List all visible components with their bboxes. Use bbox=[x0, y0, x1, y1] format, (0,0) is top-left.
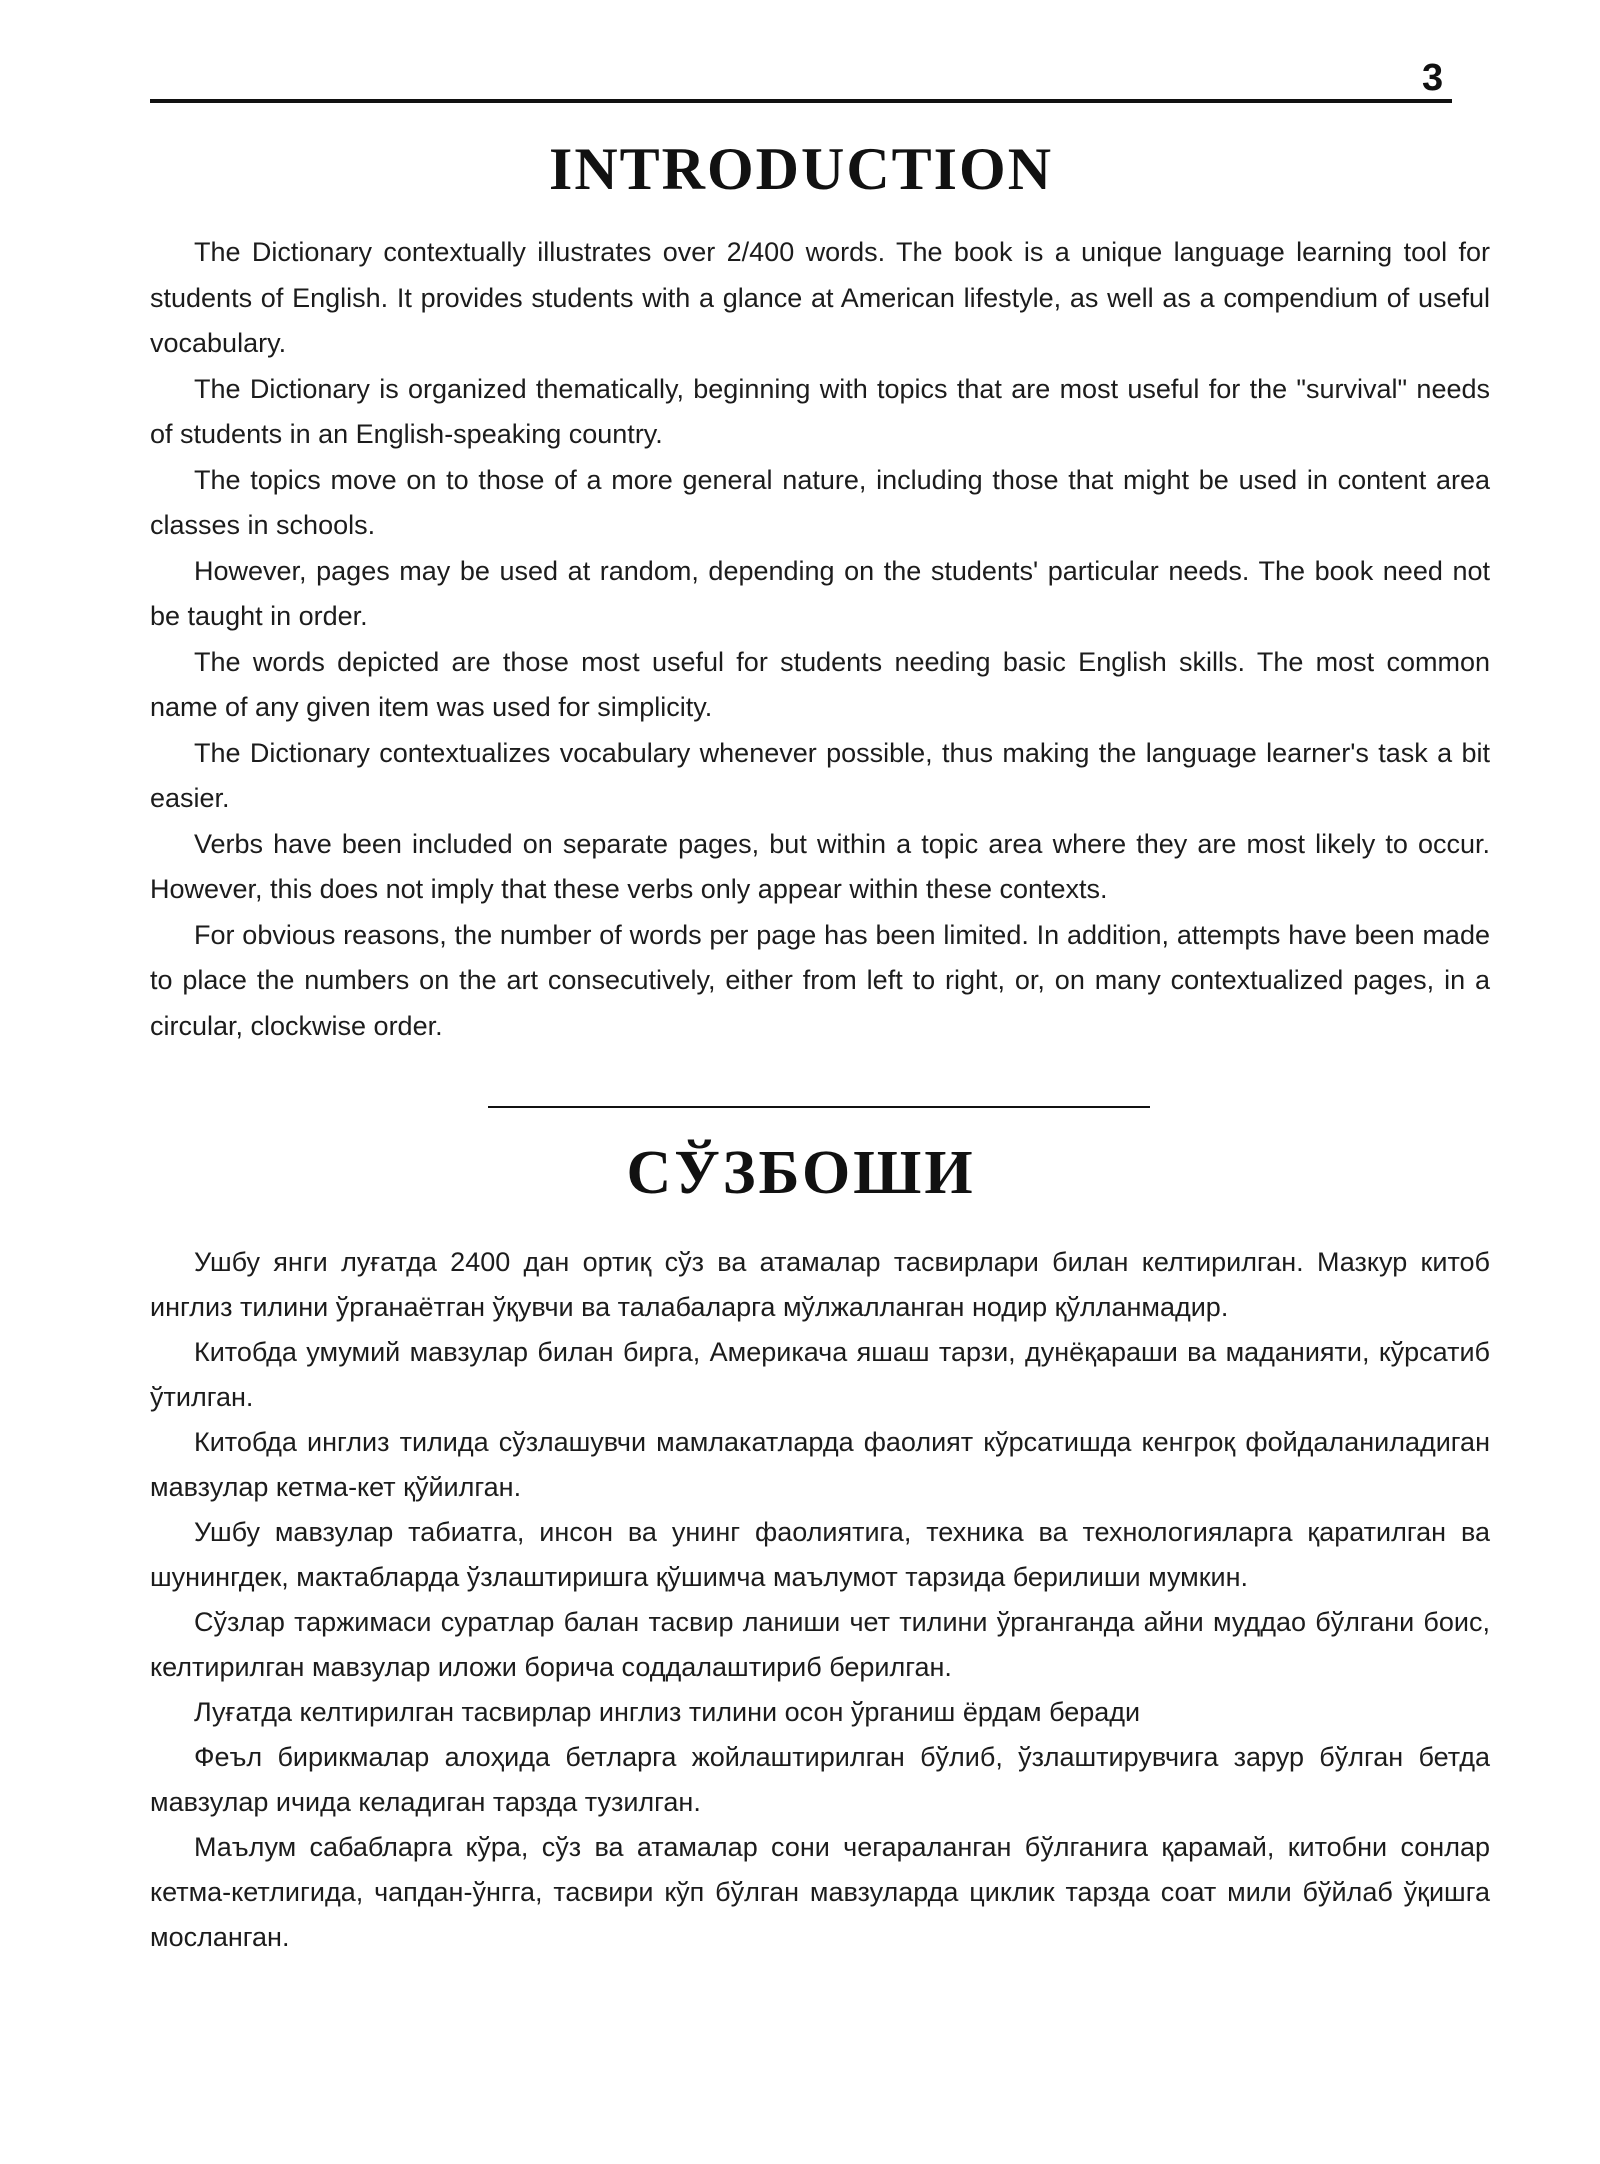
section-divider bbox=[488, 1106, 1150, 1108]
suzboshi-paragraph: Китобда умумий мавзулар билан бирга, Америкача яшаш тарзи, дунёқараши ва маданияти, кўрсатиб ўтилган. bbox=[150, 1337, 1490, 1412]
introduction-body bbox=[150, 230, 1490, 1049]
introduction-paragraph: However, pages may be used at random, depending on the students' particular needs. The book need not be taught in order. bbox=[150, 555, 1490, 631]
suzboshi-paragraph: Ушбу янги луғатда 2400 дан ортиқ сўз ва атамалар тасвирлари билан келтирилган. Мазкур китоб инглиз тилини ўрганаётган ўқувчи ва талабаларга мўлжалланган нодир қўлланмадир. bbox=[150, 1247, 1490, 1322]
suzboshi-paragraph: Сўзлар таржимаси суратлар балан тасвир ланиши чет тилини ўрганганда айни муддао бўлгани боис, келтирилган мавзулар иложи борича соддалаштириб берилган. bbox=[150, 1607, 1490, 1682]
page-number: 3 bbox=[1422, 57, 1444, 99]
suzboshi-paragraph: Маълум сабабларга кўра, сўз ва атамалар сони чегараланган бўлганига қарамай, китобни сонлар кетма-кетлигида, чапдан-ўнгга, тасвири кўп бўлган мавзуларда циклик тарзда соат мили бўйлаб ўқишга мосланган. bbox=[150, 1832, 1490, 1952]
header-rule bbox=[150, 99, 1452, 103]
introduction-paragraph: The Dictionary is organized thematically, beginning with topics that are most useful for the "survival" needs of students in an English-speaking country. bbox=[150, 373, 1490, 449]
introduction-title: INTRODUCTION bbox=[548, 136, 1054, 202]
suzboshi-paragraph: Феъл бирикмалар алоҳида бетларга жойлаштирилган бўлиб, ўзлаштирувчига зарур бўлган бетда мавзулар ичида келадиган тарзда тузилган. bbox=[150, 1742, 1490, 1817]
suzboshi-paragraph: Китобда инглиз тилида сўзлашувчи мамлакатларда фаолият кўрсатишда кенгроқ фойдаланиладиган мавзулар кетма-кет қўйилган. bbox=[150, 1427, 1490, 1502]
introduction-paragraph: Verbs have been included on separate pages, but within a topic area where they are most likely to occur. However, this does not imply that these verbs only appear within these contexts. bbox=[150, 828, 1490, 904]
introduction-paragraph: The topics move on to those of a more general nature, including those that might be used in content area classes in schools. bbox=[150, 464, 1490, 540]
introduction-paragraph: The words depicted are those most useful for students needing basic English skills. The most common name of any given item was used for simplicity. bbox=[150, 646, 1490, 722]
introduction-paragraph: The Dictionary contextually illustrates over 2/400 words. The book is a unique language learning tool for students of English. It provides students with a glance at American lifestyle, as well as a compendium of useful vocabulary. bbox=[150, 237, 1490, 358]
suzboshi-paragraph: Луғатда келтирилган тасвирлар инглиз тилини осон ўрганиш ёрдам беради bbox=[194, 1697, 1141, 1727]
introduction-paragraph: For obvious reasons, the number of words per page has been limited. In addition, attempts have been made to place the numbers on the art consecutively, either from left to right, or, on many contextualized pages, in a circular, clockwise order. bbox=[150, 919, 1490, 1041]
suzboshi-body bbox=[150, 1240, 1490, 1960]
introduction-paragraph: The Dictionary contextualizes vocabulary whenever possible, thus making the language learner's task a bit easier. bbox=[150, 737, 1490, 813]
suzboshi-paragraph: Ушбу мавзулар табиатга, инсон ва унинг фаолиятига, техника ва технологияларга қаратилган ва шунингдек, мактабларда ўзлаштиришга қўшимча маълумот тарзида берилиши мумкин. bbox=[150, 1517, 1490, 1592]
suzboshi-title: СЎЗБОШИ bbox=[626, 1139, 976, 1207]
